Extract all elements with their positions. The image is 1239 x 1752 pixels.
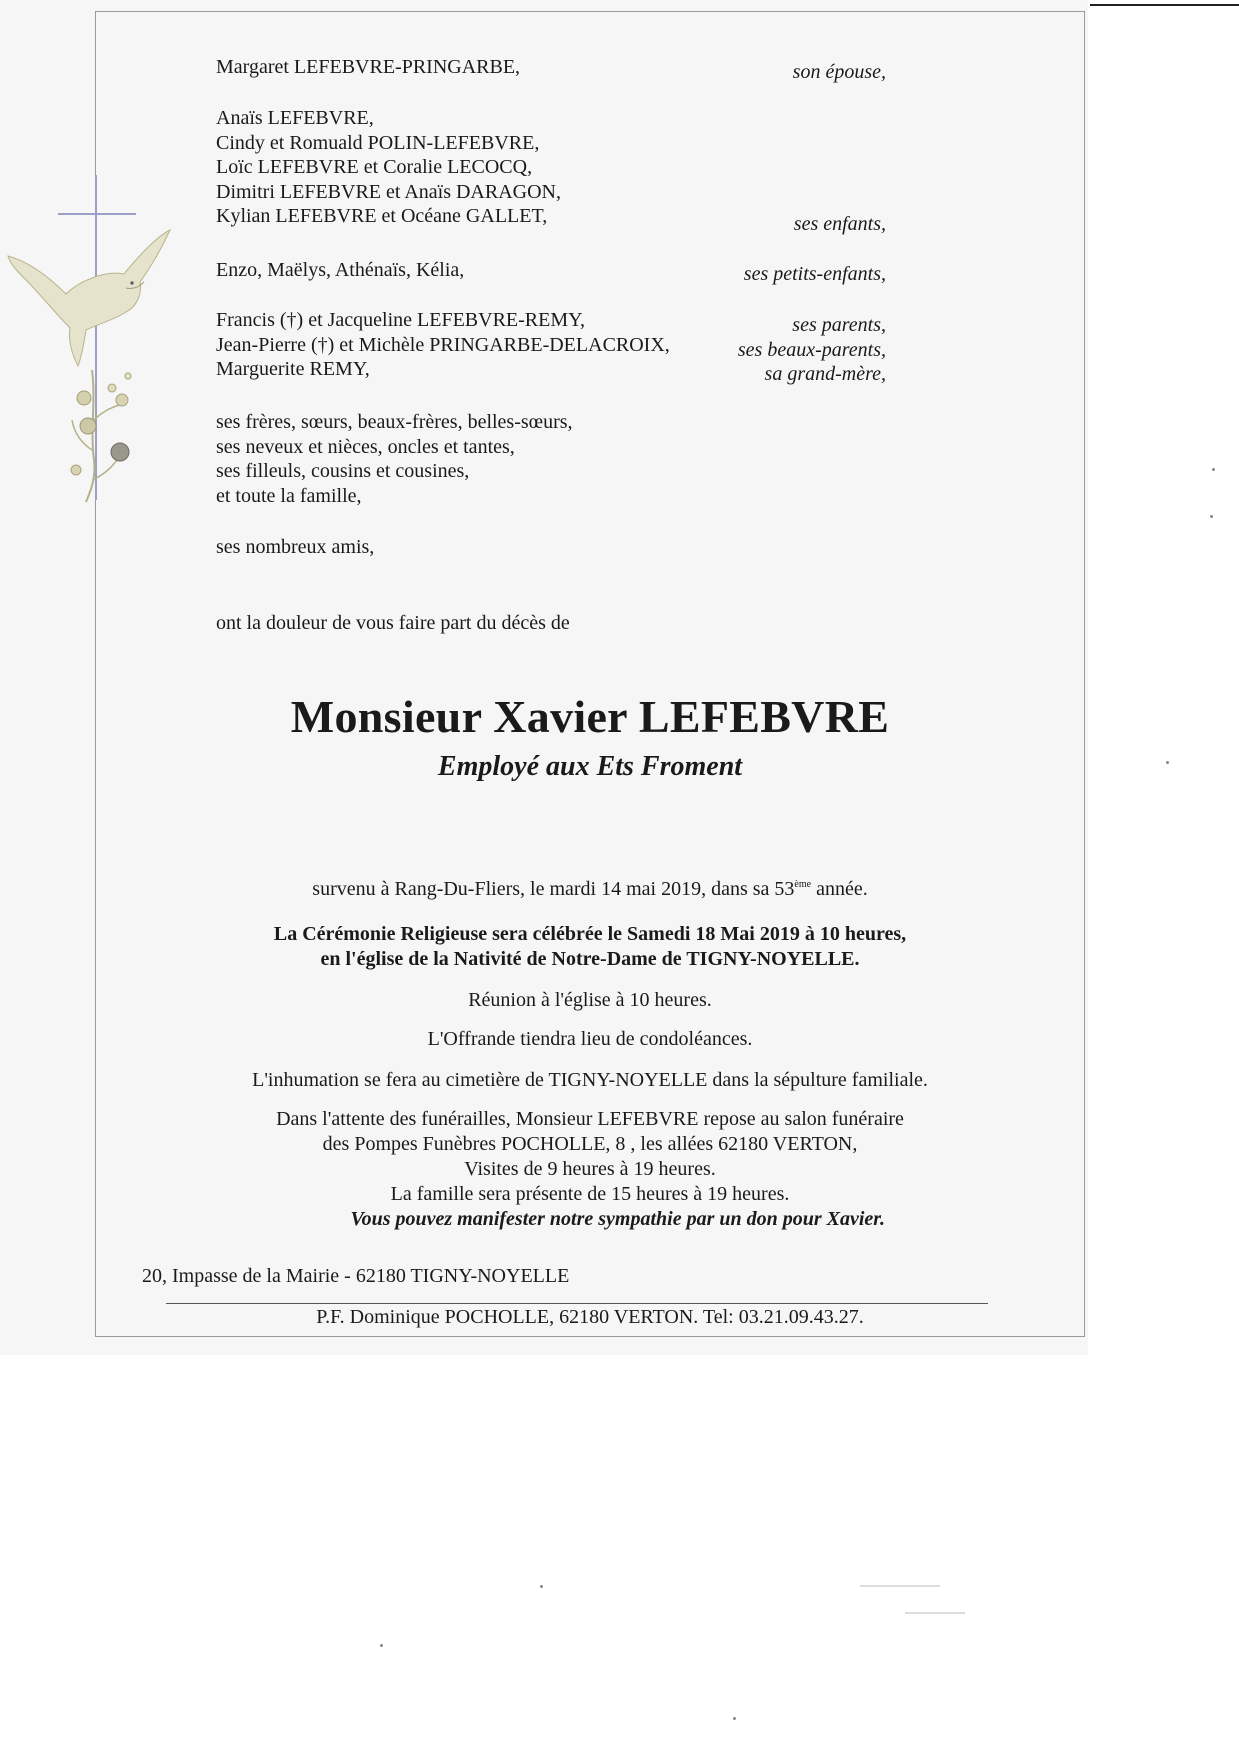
children-list	[216, 106, 561, 229]
scan-speck	[1210, 515, 1213, 518]
offering-info: L'Offrande tiendra lieu de condoléances.	[427, 1028, 753, 1050]
sympathy-note: Vous pouvez manifester notre sympathie par un don pour Xavier.	[350, 1208, 885, 1230]
list-item: Kylian LEFEBVRE et Océane GALLET,	[216, 205, 548, 227]
list-item: Loïc LEFEBVRE et Coralie LECOCQ,	[216, 156, 533, 178]
list-item: Jean-Pierre (†) et Michèle PRINGARBE-DELACROIX,	[216, 333, 670, 356]
scan-smudge	[905, 1612, 965, 1614]
spouse-relation: son épouse,	[792, 61, 886, 83]
scan-speck	[380, 1644, 383, 1647]
list-item: ses filleuls, cousins et cousines,	[216, 460, 470, 482]
spouse-name: Margaret LEFEBVRE-PRINGARBE,	[216, 56, 521, 78]
scan-speck	[540, 1585, 543, 1588]
parents-relations	[738, 313, 886, 387]
children-relation: ses enfants,	[793, 213, 886, 235]
ceremony-details: La Cérémonie Religieuse sera célébrée le Samedi 18 Mai 2019 à 10 heures, en l'église de la Nativité de Notre-Dame de TIGNY-NOYELLE.	[273, 923, 907, 970]
meeting-info: Réunion à l'église à 10 heures.	[468, 989, 712, 1011]
scan-speck	[1166, 761, 1169, 764]
list-item: ses neveux et nièces, oncles et tantes,	[216, 435, 515, 458]
extended-family-list	[216, 410, 573, 508]
funeral-home-info: Dans l'attente des funérailles, Monsieur LEFEBVRE repose au salon funéraire des Pompes Funèbres POCHOLLE, 8 , les allées 62180 VERTON, Visites de 9 heures à 19 heures. La famille sera présente de 15 heures à 19 heures.	[276, 1108, 904, 1205]
scan-speck	[733, 1717, 736, 1720]
funeral-director-footer: P.F. Dominique POCHOLLE, 62180 VERTON. Tel: 03.21.09.43.27.	[316, 1306, 864, 1328]
scan-edge-mark	[1090, 4, 1239, 6]
family-address: 20, Impasse de la Mairie - 62180 TIGNY-NOYELLE	[142, 1265, 570, 1287]
list-item: ses parents,	[792, 314, 886, 336]
death-details: survenu à Rang-Du-Fliers, le mardi 14 mai 2019, dans sa 53ème année.	[312, 878, 868, 900]
friends: ses nombreux amis,	[216, 536, 375, 558]
list-item: Marguerite REMY,	[216, 358, 370, 380]
cross-dove-flower-icon	[0, 170, 175, 510]
list-item: Anaïs LEFEBVRE,	[216, 107, 374, 129]
grandchildren: Enzo, Maëlys, Athénaïs, Kélia,	[216, 259, 465, 281]
parents-list	[216, 308, 670, 382]
scan-smudge	[860, 1585, 940, 1587]
list-item: et toute la famille,	[216, 484, 362, 507]
footer-divider	[166, 1303, 988, 1304]
grandchildren-relation: ses petits-enfants,	[743, 263, 886, 285]
list-item: Dimitri LEFEBVRE et Anaïs DARAGON,	[216, 180, 561, 203]
burial-info: L'inhumation se fera au cimetière de TIGNY-NOYELLE dans la sépulture familiale.	[252, 1069, 928, 1091]
scan-speck	[1212, 468, 1215, 471]
list-item: Cindy et Romuald POLIN-LEFEBVRE,	[216, 131, 540, 154]
list-item: ses frères, sœurs, beaux-frères, belles-sœurs,	[216, 411, 573, 433]
announcement: ont la douleur de vous faire part du décès de	[216, 612, 570, 634]
list-item: ses beaux-parents,	[737, 338, 886, 361]
list-item: sa grand-mère,	[764, 363, 886, 385]
deceased-profession: Employé aux Ets Froment	[437, 751, 743, 782]
list-item: Francis (†) et Jacqueline LEFEBVRE-REMY,	[216, 309, 586, 331]
deceased-name: Monsieur Xavier LEFEBVRE	[290, 691, 890, 742]
